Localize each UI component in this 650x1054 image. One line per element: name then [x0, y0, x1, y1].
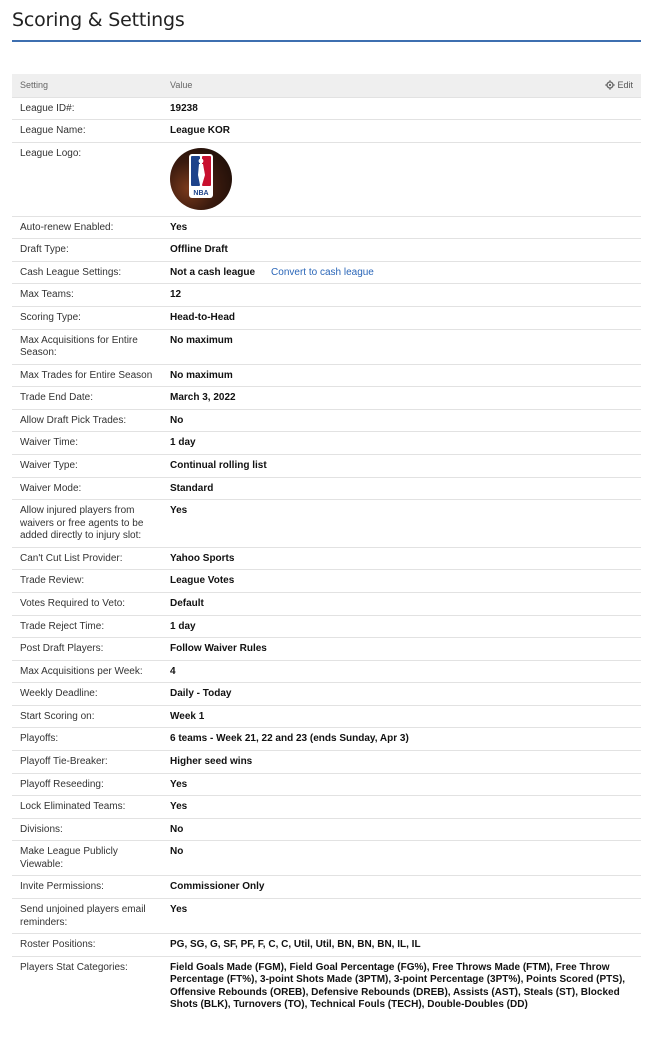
setting-label: Allow injured players from waivers or free agents to be added directly to injury slot:: [12, 500, 162, 548]
setting-value: Head-to-Head: [162, 307, 641, 330]
setting-value: Higher seed wins: [162, 751, 641, 774]
setting-value: [162, 261, 641, 284]
table-row: [12, 796, 641, 819]
table-row: [12, 899, 641, 934]
setting-value: Yes: [162, 500, 641, 548]
setting-value: 4: [162, 660, 641, 683]
table-row: [12, 500, 641, 548]
setting-label: League Logo:: [12, 142, 162, 216]
setting-label: Max Acquisitions for Entire Season:: [12, 329, 162, 364]
setting-label: Max Teams:: [12, 284, 162, 307]
setting-label: League Name:: [12, 120, 162, 143]
table-row: [12, 956, 641, 1016]
league-logo: [170, 148, 232, 210]
setting-value: Yes: [162, 216, 641, 239]
setting-value: League KOR: [162, 120, 641, 143]
setting-value: Daily - Today: [162, 683, 641, 706]
setting-label: Scoring Type:: [12, 307, 162, 330]
setting-value: Continual rolling list: [162, 455, 641, 478]
table-row: [12, 773, 641, 796]
setting-value: Default: [162, 592, 641, 615]
setting-label: Playoffs:: [12, 728, 162, 751]
setting-label: Playoff Tie-Breaker:: [12, 751, 162, 774]
table-row: [12, 387, 641, 410]
setting-value: 1 day: [162, 432, 641, 455]
table-row: [12, 705, 641, 728]
setting-label: Lock Eliminated Teams:: [12, 796, 162, 819]
table-row: [12, 455, 641, 478]
table-row: [12, 934, 641, 957]
table-row: [12, 751, 641, 774]
table-row: [12, 364, 641, 387]
table-row: [12, 239, 641, 262]
setting-value: Commissioner Only: [162, 876, 641, 899]
setting-label: Trade Review:: [12, 570, 162, 593]
setting-label: Draft Type:: [12, 239, 162, 262]
setting-value: Follow Waiver Rules: [162, 638, 641, 661]
table-row: [12, 818, 641, 841]
table-row: [12, 261, 641, 284]
setting-value: Field Goals Made (FGM), Field Goal Percentage (FG%), Free Throws Made (FTM), Free Throw Percentage (FT%), 3-point Shots Made (3PTM), 3-point Percentage (3PT%), Points Scored (PTS), Offensive Rebounds (OREB), Defensive Rebounds (DREB), Assists (AST), Steals (ST), Blocked Shots (BLK), Turnovers (TO), Technical Fouls (TECH), Double-Doubles (DD): [162, 956, 641, 1016]
setting-value: Yes: [162, 899, 641, 934]
setting-value: No: [162, 818, 641, 841]
table-row: [12, 728, 641, 751]
setting-label: Send unjoined players email reminders:: [12, 899, 162, 934]
setting-value-text: Not a cash league: [170, 266, 256, 278]
setting-value: 1 day: [162, 615, 641, 638]
setting-value: Yahoo Sports: [162, 547, 641, 570]
column-header-setting: Setting: [12, 74, 162, 97]
title-divider: [12, 40, 641, 42]
setting-label: Trade Reject Time:: [12, 615, 162, 638]
setting-value: Week 1: [162, 705, 641, 728]
table-row: [12, 409, 641, 432]
setting-label: Weekly Deadline:: [12, 683, 162, 706]
table-row: [12, 97, 641, 120]
setting-value: Yes: [162, 796, 641, 819]
table-header: [12, 74, 641, 97]
edit-label: Edit: [617, 80, 633, 91]
setting-label: Start Scoring on:: [12, 705, 162, 728]
setting-value: Offline Draft: [162, 239, 641, 262]
table-row: [12, 329, 641, 364]
table-row: [12, 592, 641, 615]
setting-label: Divisions:: [12, 818, 162, 841]
setting-value: Standard: [162, 477, 641, 500]
setting-label: Make League Publicly Viewable:: [12, 841, 162, 876]
table-row: [12, 477, 641, 500]
table-row: [12, 841, 641, 876]
setting-label: Players Stat Categories:: [12, 956, 162, 1016]
convert-to-cash-league-link[interactable]: Convert to cash league: [271, 266, 374, 278]
table-row: [12, 876, 641, 899]
setting-label: Waiver Time:: [12, 432, 162, 455]
setting-value: 6 teams - Week 21, 22 and 23 (ends Sunday, Apr 3): [162, 728, 641, 751]
setting-value: 12: [162, 284, 641, 307]
setting-value: No: [162, 409, 641, 432]
table-row: [12, 120, 641, 143]
table-row: [12, 615, 641, 638]
setting-label: Post Draft Players:: [12, 638, 162, 661]
setting-value: March 3, 2022: [162, 387, 641, 410]
setting-value: Yes: [162, 773, 641, 796]
setting-label: Roster Positions:: [12, 934, 162, 957]
table-row: [12, 660, 641, 683]
setting-label: Max Acquisitions per Week:: [12, 660, 162, 683]
table-row: [12, 307, 641, 330]
edit-button[interactable]: [605, 80, 633, 90]
setting-label: Waiver Type:: [12, 455, 162, 478]
setting-value: No: [162, 841, 641, 876]
setting-label: Waiver Mode:: [12, 477, 162, 500]
setting-value: PG, SG, G, SF, PF, F, C, C, Util, Util, BN, BN, BN, IL, IL: [162, 934, 641, 957]
page-title: Scoring & Settings: [12, 9, 185, 31]
table-row: [12, 683, 641, 706]
table-row: [12, 570, 641, 593]
setting-label: Trade End Date:: [12, 387, 162, 410]
table-row: [12, 638, 641, 661]
nba-logo-icon: [170, 148, 232, 210]
setting-label: Allow Draft Pick Trades:: [12, 409, 162, 432]
table-row: [12, 547, 641, 570]
setting-label: League ID#:: [12, 97, 162, 120]
setting-value: League Votes: [162, 570, 641, 593]
setting-label: Playoff Reseeding:: [12, 773, 162, 796]
setting-label: Invite Permissions:: [12, 876, 162, 899]
setting-label: Cash League Settings:: [12, 261, 162, 284]
logo-text: NBA: [193, 189, 209, 197]
table-row: [12, 432, 641, 455]
setting-value: No maximum: [162, 329, 641, 364]
gear-icon: [605, 80, 615, 90]
table-row: [12, 142, 641, 216]
league-logo-cell: [162, 142, 641, 216]
setting-label: Auto-renew Enabled:: [12, 216, 162, 239]
column-header-value: [162, 74, 641, 97]
table-row: [12, 216, 641, 239]
table-row: [12, 284, 641, 307]
settings-table: [12, 74, 641, 1016]
setting-label: Max Trades for Entire Season: [12, 364, 162, 387]
column-header-value-label: Value: [170, 80, 193, 91]
setting-label: Votes Required to Veto:: [12, 592, 162, 615]
setting-value: No maximum: [162, 364, 641, 387]
setting-label: Can't Cut List Provider:: [12, 547, 162, 570]
setting-value: 19238: [162, 97, 641, 120]
